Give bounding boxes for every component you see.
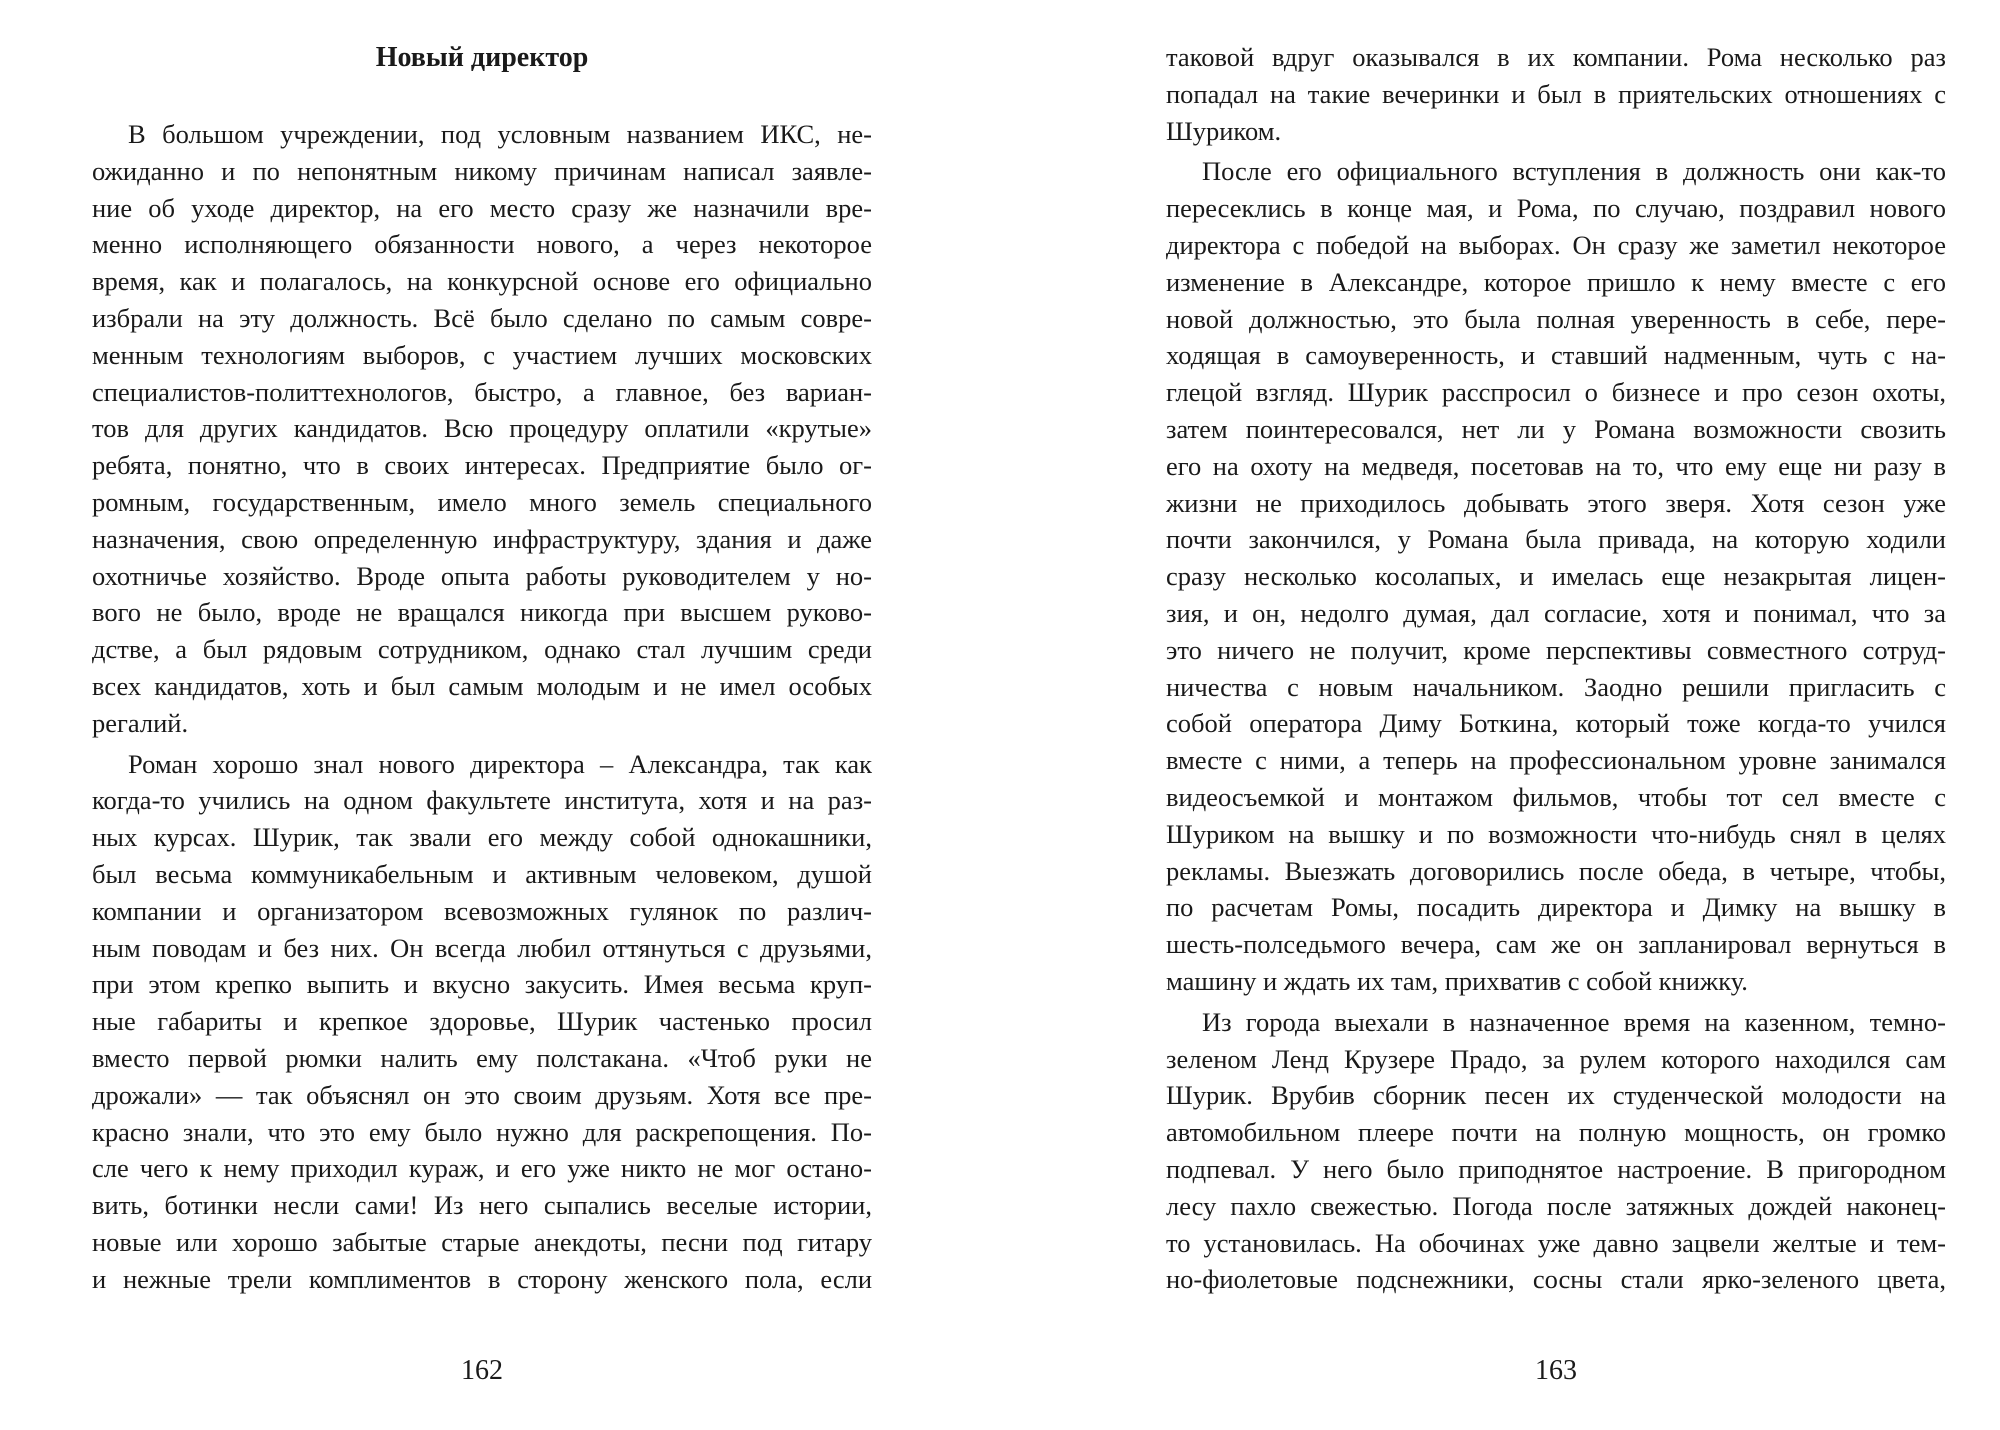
text-line: ромным, государственным, имело много земель специального (92, 486, 872, 517)
text-line: ничества с новым начальником. Заодно решили пригласить с (1166, 671, 1946, 702)
text-line: назначения, свою определенную инфраструктуру, здания и даже (92, 523, 872, 554)
text-line: видеосъемкой и монтажом фильмов, чтобы тот сел вместе с (1166, 781, 1946, 812)
text-line: ние об уходе директор, на его место сразу же назначили вре- (92, 192, 872, 223)
text-line: тов для других кандидатов. Всю процедуру оплатили «крутые» (92, 413, 872, 444)
text-line: при этом крепко выпить и вкусно закусить. Имея весьма круп- (92, 969, 872, 1000)
text-line: но-фиолетовые подснежники, сосны стали ярко-зеленого цвета, (1166, 1264, 1946, 1295)
text-line: менно исполняющего обязанности нового, а через некоторое (92, 229, 872, 260)
text-line: зия, и он, недолго думая, дал согласие, хотя и понимал, что за (1166, 597, 1946, 628)
text-line: ребята, понятно, что в своих интересах. Предприятие было ог- (92, 450, 872, 481)
page-number-right: 163 (1535, 1355, 1577, 1386)
text-line: почти закончился, у Романа была привада, на которую ходили (1166, 524, 1946, 555)
page-number-left: 162 (461, 1355, 503, 1386)
text-line: ные габариты и крепкое здоровье, Шурик частенько просил (92, 1006, 872, 1037)
text-line: вого не было, вроде не вращался никогда при высшем руково- (92, 597, 872, 628)
text-line: по расчетам Ромы, посадить директора и Димку на вышку в (1166, 892, 1946, 923)
text-line: сразу несколько косолапых, и имелась еще незакрытая лицен- (1166, 561, 1946, 592)
text-line: Шуриком. (1166, 115, 1282, 146)
text-line: шесть-полседьмого вечера, сам же он запланировал вернуться в (1166, 929, 1946, 960)
text-line: и нежные трели комплиментов в сторону женского пола, если (92, 1263, 872, 1294)
text-line: ходящая в самоуверенность, и ставший надменным, чуть с на- (1166, 340, 1946, 371)
text-line: вместо первой рюмки налить ему полстакана. «Чтоб руки не (92, 1042, 872, 1073)
chapter-title: Новый директор (375, 42, 589, 73)
text-line: лесу пахло свежестью. Погода после затяжных дождей наконец- (1166, 1190, 1946, 1221)
text-line: директора с победой на выборах. Он сразу же заметил некоторое (1166, 229, 1946, 260)
text-line: жизни не приходилось добывать этого зверя. Хотя сезон уже (1166, 487, 1946, 518)
text-line: пересеклись в конце мая, и Рома, по случаю, поздравил нового (1166, 193, 1946, 224)
text-line: компании и организатором всевозможных гулянок по различ- (92, 895, 872, 926)
text-line: охотничье хозяйство. Вроде опыта работы руководителем у но- (92, 560, 872, 591)
paragraph (1166, 39, 1946, 149)
text-line: ных курсах. Шурик, так звали его между собой однокашники, (92, 822, 872, 853)
text-line: Роман хорошо знал нового директора – Александра, так как (128, 748, 872, 779)
text-line: всех кандидатов, хоть и был самым молодым и не имел особых (92, 670, 872, 701)
text-line: рекламы. Выезжать договорились после обеда, в четыре, чтобы, (1166, 855, 1946, 886)
paragraph (92, 116, 872, 742)
right-page (1166, 0, 1946, 1430)
text-line: После его официального вступления в должность они как-то (1202, 156, 1946, 187)
text-line: это ничего не получит, кроме перспективы совместного сотруд- (1166, 634, 1946, 665)
text-line: то установилась. На обочинах уже давно зацвели желтые и тем- (1166, 1227, 1946, 1258)
text-line: новые или хорошо забытые старые анекдоты, песни под гитару (92, 1226, 872, 1257)
text-line: дрожали» — так объяснял он это своим друзьям. Хотя все пре- (92, 1079, 872, 1110)
text-line: вместе с ними, а теперь на профессиональном уровне занимался (1166, 745, 1946, 776)
text-line: автомобильном плеере почти на полную мощность, он громко (1166, 1117, 1946, 1148)
text-line: Шурик. Врубив сборник песен их студенческой молодости на (1166, 1080, 1946, 1111)
text-line: вить, ботинки несли сами! Из него сыпались веселые истории, (92, 1190, 872, 1221)
text-line: когда-то учились на одном факультете института, хотя и на раз- (92, 785, 872, 816)
paragraph (92, 746, 872, 1298)
text-line: глецой взгляд. Шурик расспросил о бизнесе и про сезон охоты, (1166, 377, 1946, 408)
text-line: ным поводам и без них. Он всегда любил оттянуться с друзьями, (92, 932, 872, 963)
text-line: новой должностью, это была полная уверенность в себе, пере- (1166, 303, 1946, 334)
text-line: специалистов-политтехнологов, быстро, а главное, без вариан- (92, 376, 872, 407)
left-page (92, 0, 872, 1430)
left-page-text (92, 116, 872, 1298)
paragraph (1166, 153, 1946, 999)
text-line: машину и ждать их там, прихватив с собой книжку. (1166, 965, 1748, 996)
text-line: регалий. (92, 707, 189, 738)
text-line: Из города выехали в назначенное время на казенном, темно- (1202, 1006, 1946, 1037)
text-line: красно знали, что это ему было нужно для раскрепощения. По- (92, 1116, 872, 1147)
text-line: собой оператора Диму Боткина, который тоже когда-то учился (1166, 708, 1946, 739)
text-line: попадал на такие вечеринки и был в приятельских отношениях с (1166, 78, 1946, 109)
text-line: был весьма коммуникабельным и активным человеком, душой (92, 858, 872, 889)
text-line: Шуриком на вышку и по возможности что-нибудь снял в целях (1166, 818, 1946, 849)
paragraph (1166, 1004, 1946, 1298)
text-line: сле чего к нему приходил кураж, и его уже никто не мог остано- (92, 1153, 872, 1184)
text-line: В большом учреждении, под условным названием ИКС, не- (128, 119, 872, 149)
text-line: затем поинтересовался, нет ли у Романа возможности свозить (1166, 413, 1946, 444)
text-line: подпевал. У него было приподнятое настроение. В пригородном (1166, 1153, 1946, 1184)
text-line: дстве, а был рядовым сотрудником, однако стал лучшим среди (92, 634, 872, 665)
text-line: изменение в Александре, которое пришло к нему вместе с его (1166, 266, 1946, 297)
text-line: зеленом Ленд Крузере Прадо, за рулем которого находился сам (1166, 1043, 1946, 1074)
text-line: избрали на эту должность. Всё было сделано по самым совре- (92, 302, 872, 333)
text-line: таковой вдруг оказывался в их компании. Рома несколько раз (1166, 42, 1946, 72)
text-line: менным технологиям выборов, с участием лучших московских (92, 339, 872, 370)
text-line: время, как и полагалось, на конкурсной основе его официально (92, 266, 872, 297)
text-line: ожиданно и по непонятным никому причинам написал заявле- (92, 155, 872, 186)
text-line: его на охоту на медведя, посетовав на то, что ему еще ни разу в (1166, 450, 1946, 481)
right-page-text (1166, 39, 1946, 1298)
